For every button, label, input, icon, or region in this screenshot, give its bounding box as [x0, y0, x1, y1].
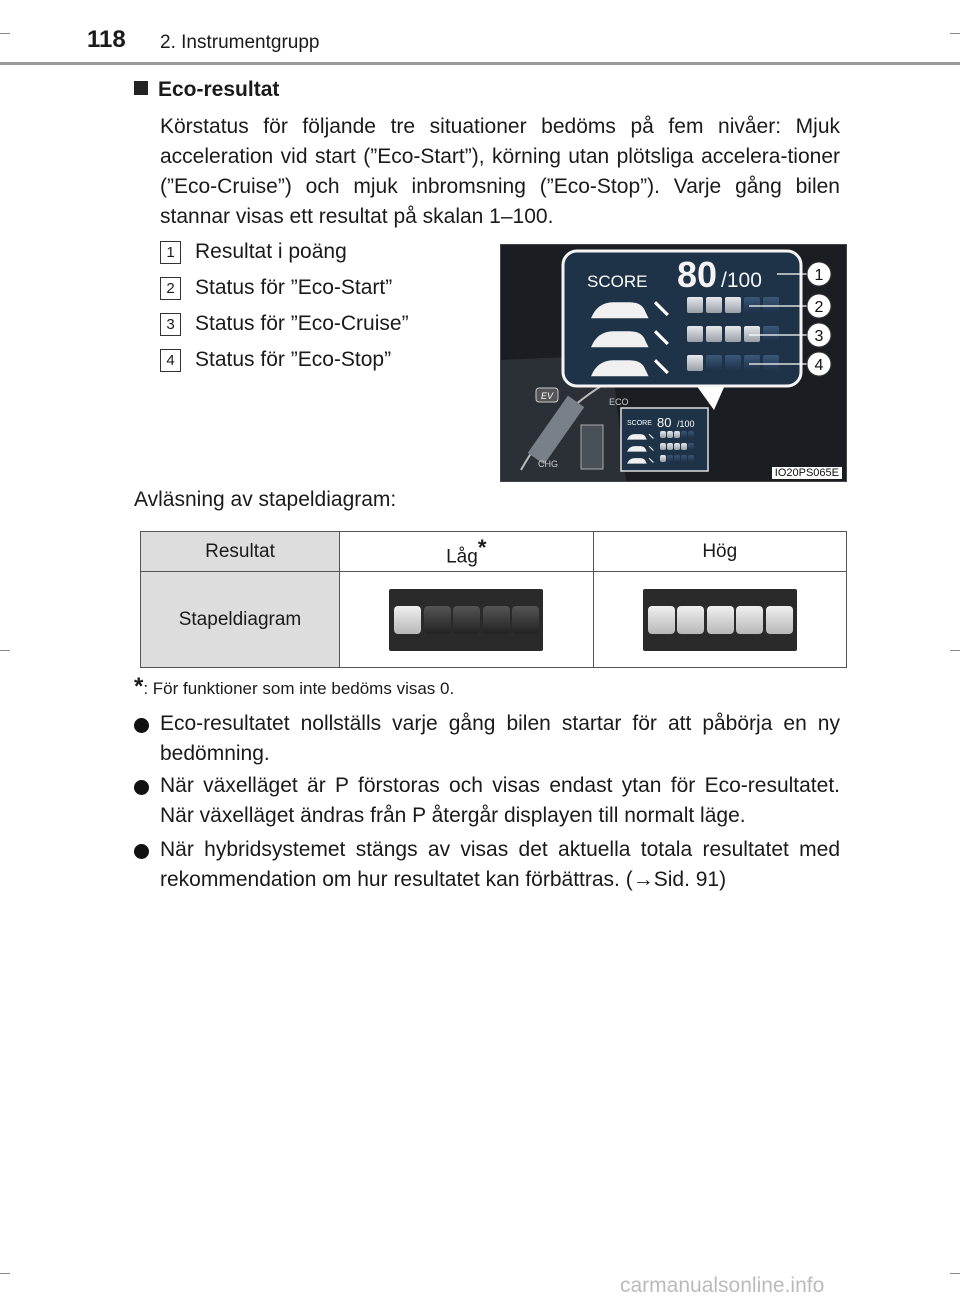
- callout-number: 4: [160, 349, 181, 372]
- footnote-text: : För funktioner som inte bedöms visas 0.: [143, 679, 455, 698]
- score-segment: [674, 455, 680, 462]
- square-bullet-icon: [134, 81, 148, 95]
- eco-score-illustration: [500, 244, 847, 482]
- small-score-word: SCORE: [627, 420, 652, 427]
- bar-segment: [424, 606, 451, 634]
- table-header-high: Hög: [593, 532, 847, 572]
- score-segment: [674, 431, 680, 438]
- callout-number: 3: [160, 313, 181, 336]
- watermark: carmanualsonline.info: [620, 1274, 825, 1297]
- table-header-low: [340, 532, 594, 572]
- small-score-value: 80: [657, 415, 672, 430]
- score-segment: [706, 297, 722, 313]
- low-label: Låg: [446, 546, 478, 568]
- score-segment: [763, 326, 779, 342]
- instrument-display-svg: [501, 245, 846, 481]
- page-number: 118: [87, 26, 126, 53]
- header-rule: [0, 62, 960, 65]
- score-segment: [688, 443, 694, 450]
- bar-segment: [453, 606, 480, 634]
- score-segment: [660, 443, 666, 450]
- chapter-title: 2. Instrumentgrupp: [160, 32, 320, 53]
- bar-segment: [736, 606, 763, 634]
- legend-label: Status för ”Eco-Start”: [195, 276, 393, 299]
- legend-label: Resultat i poäng: [195, 240, 347, 263]
- bullet-text: När hybridsystemet stängs av visas det aktuella totala resultatet med rekommendation om hur resultatet kan förbättras. (→Sid. 91): [160, 838, 840, 891]
- bar-segment: [483, 606, 510, 634]
- small-score-max: /100: [677, 419, 695, 429]
- table-row: [141, 572, 847, 668]
- bar-reading-table: [140, 531, 847, 668]
- battery-gauge: [581, 425, 603, 469]
- score-value: 80: [677, 254, 718, 295]
- score-segment: [744, 326, 760, 342]
- callout-number: 1: [814, 267, 824, 284]
- figure-code: IO20PS065E: [772, 467, 842, 479]
- bullet-dot-icon: [134, 780, 149, 795]
- bar-segment: [766, 606, 793, 634]
- score-segment: [706, 355, 722, 371]
- bullet-item: [134, 709, 840, 769]
- section-heading-text: Eco-resultat: [158, 78, 280, 101]
- eco-label: ECO: [609, 397, 629, 407]
- table-header-result: Resultat: [141, 532, 340, 572]
- section-heading: [134, 78, 279, 102]
- score-segment: [687, 326, 703, 342]
- bullet-item: [134, 835, 840, 895]
- score-segment: [725, 326, 741, 342]
- score-segment: [687, 355, 703, 371]
- legend-label: Status för ”Eco-Stop”: [195, 348, 392, 371]
- score-segment: [667, 455, 673, 462]
- callout-number: 4: [814, 357, 824, 374]
- callout-number: 2: [160, 277, 181, 300]
- legend-item: [160, 348, 391, 372]
- footnote-mark: *: [134, 673, 144, 700]
- crop-mark: [950, 1273, 960, 1274]
- footnote-mark: *: [477, 534, 487, 560]
- score-word: SCORE: [587, 272, 648, 291]
- score-segment: [674, 443, 680, 450]
- score-segment: [725, 355, 741, 371]
- bar-segment: [394, 606, 421, 634]
- callout-number: 3: [814, 328, 824, 345]
- crop-mark: [950, 33, 960, 34]
- bullet-dot-icon: [134, 844, 149, 859]
- score-segment: [688, 431, 694, 438]
- score-segment: [667, 443, 673, 450]
- footnote: [134, 673, 454, 701]
- score-segment: [744, 355, 760, 371]
- score-segment: [660, 455, 666, 462]
- score-segment: [660, 431, 666, 438]
- score-segment: [681, 455, 687, 462]
- legend-item: [160, 312, 409, 336]
- bullet-dot-icon: [134, 718, 149, 733]
- score-segment: [706, 326, 722, 342]
- score-segment: [687, 297, 703, 313]
- bullet-text: När växelläget är P förstoras och visas endast ytan för Eco-resultatet. När växelläget ändras från P återgår displayen till normalt läge.: [160, 774, 840, 827]
- low-bar-cell: [340, 572, 594, 668]
- crop-mark: [0, 1273, 10, 1274]
- legend-item: [160, 240, 347, 264]
- intro-paragraph: Körstatus för följande tre situationer bedöms på fem nivåer: Mjuk acceleration vid start (”Eco-Start”), körning utan plötsliga accelera-tioner (”Eco-Cruise”) och mjuk inbromsning (”Eco-Stop”). Varje gång bilen stannar visas ett resultat på skalan 1–100.: [160, 115, 840, 228]
- score-segment: [744, 297, 760, 313]
- bar-segment: [648, 606, 675, 634]
- score-segment: [681, 431, 687, 438]
- callout-number: 1: [160, 241, 181, 264]
- legend-item: [160, 276, 392, 300]
- ev-label: EV: [541, 391, 554, 401]
- score-segment: [763, 355, 779, 371]
- table-caption: Avläsning av stapeldiagram:: [134, 488, 397, 511]
- crop-mark: [0, 650, 10, 651]
- score-segment: [667, 431, 673, 438]
- crop-mark: [950, 650, 960, 651]
- high-bar-graph: [643, 589, 797, 651]
- score-max: /100: [721, 269, 762, 292]
- score-segment: [688, 455, 694, 462]
- high-bar-cell: [593, 572, 847, 668]
- callout-number: 2: [814, 299, 824, 316]
- bar-segment: [512, 606, 539, 634]
- chg-label: CHG: [538, 459, 558, 469]
- crop-mark: [0, 33, 10, 34]
- score-segment: [681, 443, 687, 450]
- bar-segment: [707, 606, 734, 634]
- bullet-item: [134, 771, 840, 831]
- bullet-text: Eco-resultatet nollställs varje gång bilen startar för att påbörja en ny bedömning.: [160, 712, 840, 765]
- table-header-row: [141, 532, 847, 572]
- low-bar-graph: [389, 589, 543, 651]
- bar-segment: [677, 606, 704, 634]
- table-row-label: Stapeldiagram: [141, 572, 340, 668]
- score-segment: [763, 297, 779, 313]
- score-segment: [725, 297, 741, 313]
- legend-label: Status för ”Eco-Cruise”: [195, 312, 409, 335]
